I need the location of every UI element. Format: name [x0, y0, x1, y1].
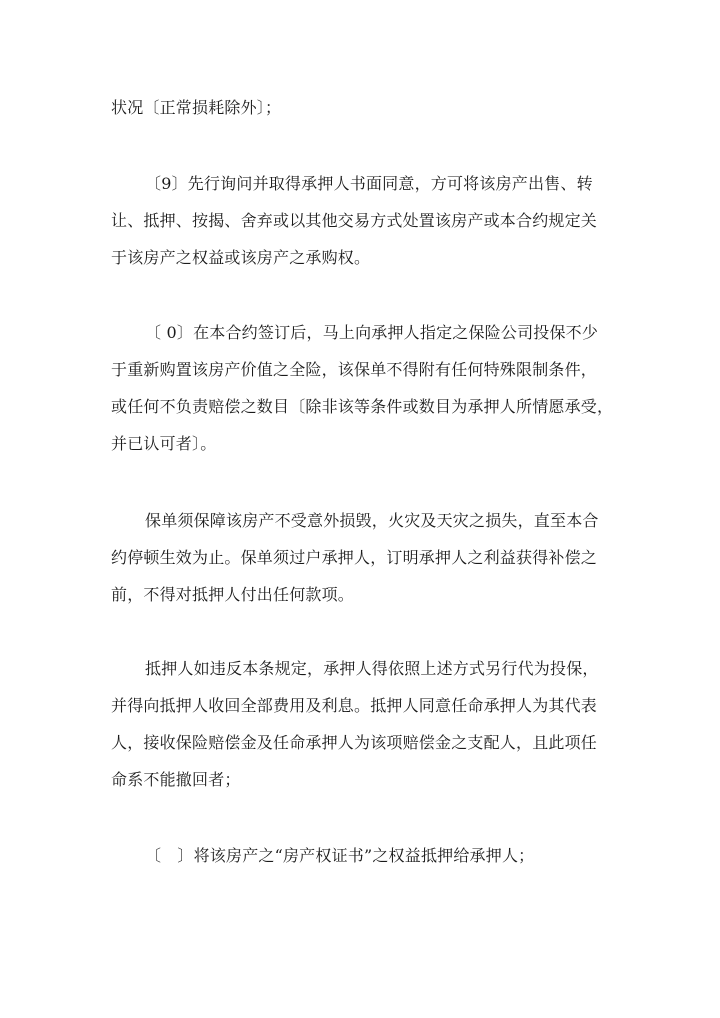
text-line: 〔9〕先行询问并取得承押人书面同意，方可将该房产出售、转 [145, 174, 593, 193]
text-line: 人，接收保险赔偿金及任命承押人为该项赔偿金之支配人，且此项任 [111, 733, 598, 752]
text-line: 于重新购置该房产价值之全险，该保单不得附有任何特殊限制条件， [111, 360, 598, 379]
text-line: 并得向抵押人收回全部费用及利息。抵押人同意任命承押人为其代表 [111, 696, 598, 715]
text-line: 保单须保障该房产不受意外损毁，火灾及天灾之损失，直至本合 [145, 511, 599, 530]
text-line: 抵押人如违反本条规定，承押人得依照上述方式另行代为投保， [145, 659, 599, 678]
text-line: 〔 0〕在本合约签订后，马上向承押人指定之保险公司投保不少 [145, 323, 599, 342]
text-line: 或任何不负责赔偿之数目〔除非该等条件或数目为承押人所情愿承受， [111, 397, 614, 416]
text-line: 并已认可者〕。 [111, 434, 217, 453]
text-line: 约停顿生效为止。保单须过户承押人，订明承押人之利益获得补偿之 [111, 548, 598, 567]
text-line: 让、抵押、按揭、舍弃或以其他交易方式处置该房产或本合约规定关 [111, 211, 598, 230]
text-line: 于该房产之权益或该房产之承购权。 [111, 248, 371, 267]
text-line: 命系不能撤回者； [111, 770, 241, 789]
text-line: 前，不得对抵押人付出任何款项。 [111, 585, 355, 604]
text-line: 〔 〕将该房产之“房产权证书”之权益抵押给承押人； [145, 846, 535, 865]
text-line: 状况〔正常损耗除外〕； [111, 98, 282, 117]
